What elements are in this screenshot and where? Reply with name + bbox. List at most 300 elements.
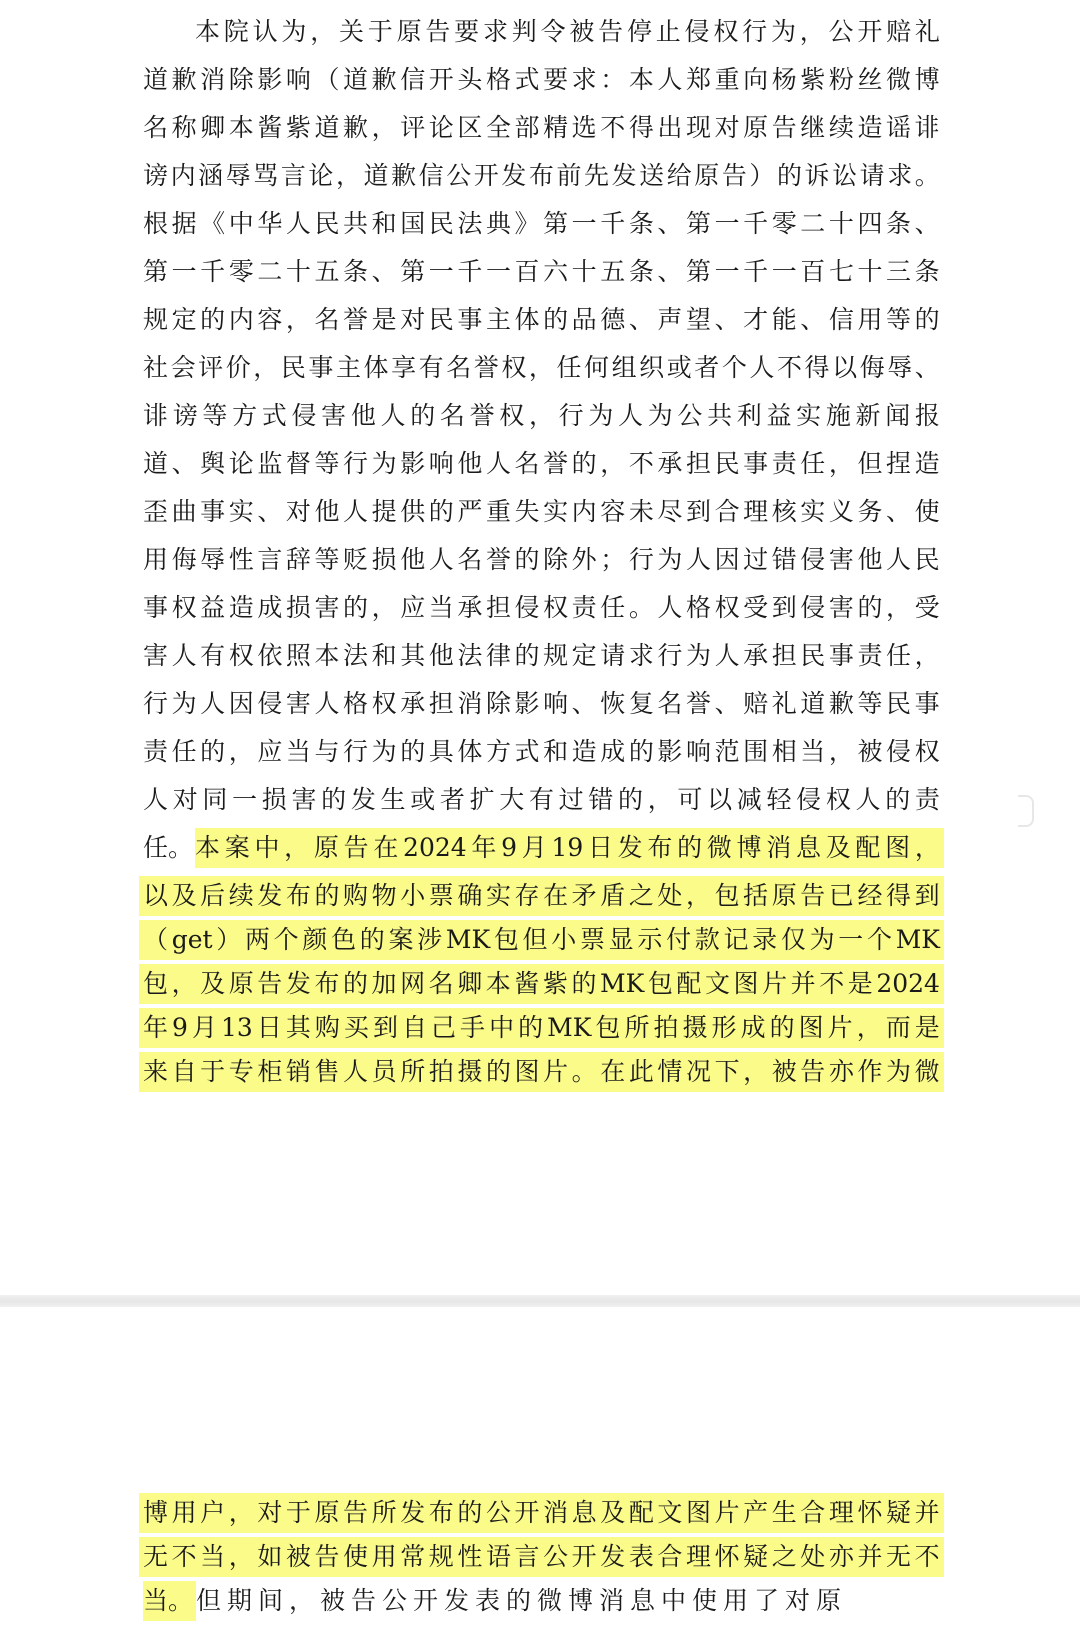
glyph: 发 xyxy=(611,161,637,190)
glyph: 原 xyxy=(314,1498,340,1527)
glyph: 酱 xyxy=(514,969,540,998)
glyph: 表 xyxy=(628,1542,654,1571)
glyph: 人 xyxy=(171,641,197,670)
glyph: 原 xyxy=(313,833,339,862)
glyph: 承 xyxy=(457,593,483,622)
glyph: 原 xyxy=(228,969,254,998)
glyph: 辱 xyxy=(225,161,251,190)
glyph: 依 xyxy=(257,641,283,670)
glyph: 担 xyxy=(771,641,797,670)
glyph: 柜 xyxy=(257,1057,283,1086)
glyph: 容 xyxy=(257,305,283,334)
glyph: 款 xyxy=(694,925,720,954)
glyph: 粉 xyxy=(828,65,854,94)
glyph: 格 xyxy=(485,65,511,94)
glyph: 要 xyxy=(543,65,569,94)
glyph: 五 xyxy=(600,257,626,286)
glyph: 理 xyxy=(685,1542,711,1571)
glyph: 辞 xyxy=(285,545,311,574)
glyph: 、 xyxy=(914,209,940,238)
glyph: 应 xyxy=(400,593,426,622)
glyph: 责 xyxy=(857,641,883,670)
glyph: 博 xyxy=(143,1498,169,1527)
glyph: 督 xyxy=(285,449,311,478)
glyph: 成 xyxy=(600,737,626,766)
glyph: 格 xyxy=(685,593,711,622)
glyph: 一 xyxy=(428,257,454,286)
glyph: 物 xyxy=(371,881,397,910)
glyph: 三 xyxy=(886,257,912,286)
glyph: 望 xyxy=(685,305,711,334)
glyph: 发 xyxy=(285,969,311,998)
glyph: 四 xyxy=(857,209,883,238)
glyph: 和 xyxy=(543,737,569,766)
glyph: 声 xyxy=(657,305,683,334)
glyph: 关 xyxy=(338,17,364,46)
glyph: 发 xyxy=(501,161,527,190)
glyph: 承 xyxy=(400,689,426,718)
glyph: 》 xyxy=(514,209,540,238)
glyph: 图 xyxy=(885,833,911,862)
glyph: 名 xyxy=(143,113,169,142)
glyph: 小 xyxy=(551,925,577,954)
glyph: 涵 xyxy=(198,161,224,190)
glyph: 担 xyxy=(685,449,711,478)
glyph: 。 xyxy=(914,161,940,190)
glyph: 任 xyxy=(600,593,626,622)
glyph: 请 xyxy=(859,161,885,190)
glyph: ， xyxy=(371,113,397,142)
glyph: 律 xyxy=(485,641,511,670)
glyph: 博 xyxy=(736,833,762,862)
glyph: 等 xyxy=(202,401,228,430)
glyph: 判 xyxy=(511,17,537,46)
glyph: 责 xyxy=(771,449,797,478)
glyph: 第 xyxy=(400,257,426,286)
glyph: 并 xyxy=(914,1498,940,1527)
glyph: 怀 xyxy=(857,1498,883,1527)
glyph: 小 xyxy=(400,881,426,910)
glyph: 成 xyxy=(257,593,283,622)
glyph: 人 xyxy=(428,545,454,574)
glyph: 害 xyxy=(291,785,317,814)
glyph: 为 xyxy=(809,925,835,954)
glyph: 条 xyxy=(914,257,940,286)
paragraph-line xyxy=(143,248,940,296)
glyph: 德 xyxy=(600,305,626,334)
glyph: 告 xyxy=(343,833,369,862)
glyph: 己 xyxy=(431,1013,457,1042)
glyph: 权 xyxy=(543,593,569,622)
glyph: 百 xyxy=(800,257,826,286)
glyph: 因 xyxy=(228,689,254,718)
glyph: 诽 xyxy=(914,113,940,142)
glyph: 人 xyxy=(380,401,406,430)
glyph: 于 xyxy=(200,1057,226,1086)
glyph: 对 xyxy=(285,497,311,526)
glyph: 规 xyxy=(143,305,169,334)
glyph: 语 xyxy=(485,1542,511,1571)
glyph: 票 xyxy=(579,925,605,954)
glyph: 等 xyxy=(314,545,340,574)
glyph: 除 xyxy=(485,689,511,718)
glyph: 的 xyxy=(677,833,703,862)
glyph: 影 xyxy=(657,737,683,766)
glyph: 十 xyxy=(828,209,854,238)
glyph: 日 xyxy=(587,833,613,862)
glyph: 民 xyxy=(914,545,940,574)
glyph: 拍 xyxy=(428,1057,454,1086)
glyph: 人 xyxy=(886,545,912,574)
glyph: 造 xyxy=(571,737,597,766)
glyph: 重 xyxy=(714,65,740,94)
glyph: 千 xyxy=(600,209,626,238)
glyph: 告 xyxy=(800,881,826,910)
glyph: MK xyxy=(547,1013,592,1042)
glyph: 内 xyxy=(170,161,196,190)
glyph: 案 xyxy=(388,925,414,954)
glyph: 年 xyxy=(143,1013,169,1042)
glyph: 根 xyxy=(143,209,169,238)
glyph: 以 xyxy=(832,353,858,382)
glyph: 二 xyxy=(257,257,283,286)
glyph: 片 xyxy=(762,969,788,998)
glyph: 或 xyxy=(666,353,692,382)
glyph: 的 xyxy=(543,305,569,334)
glyph: 一 xyxy=(771,257,797,286)
glyph: 人 xyxy=(485,449,511,478)
glyph: 言 xyxy=(280,161,306,190)
glyph: 行 xyxy=(742,17,768,46)
glyph: 责 xyxy=(914,785,940,814)
glyph: 誉 xyxy=(473,353,499,382)
glyph: 等 xyxy=(314,449,340,478)
glyph: 条 xyxy=(886,209,912,238)
glyph: 讼 xyxy=(832,161,858,190)
glyph: 恢 xyxy=(600,689,626,718)
glyph: 包 xyxy=(493,925,519,954)
glyph: 可 xyxy=(677,785,703,814)
glyph: ， xyxy=(743,1057,769,1086)
glyph: 到 xyxy=(914,881,940,910)
glyph: 响 xyxy=(285,65,311,94)
page-separator xyxy=(0,1295,1080,1307)
glyph: 六 xyxy=(543,257,569,286)
glyph: 告 xyxy=(425,17,451,46)
glyph: 一 xyxy=(838,925,864,954)
glyph: 担 xyxy=(485,593,511,622)
glyph: 同 xyxy=(202,785,228,814)
glyph: 生 xyxy=(771,1498,797,1527)
glyph: 相 xyxy=(771,737,797,766)
glyph: 条 xyxy=(628,209,654,238)
glyph: 的 xyxy=(571,969,597,998)
glyph: 片 xyxy=(714,1498,740,1527)
glyph: 义 xyxy=(828,497,854,526)
glyph: MK xyxy=(600,969,645,998)
glyph: ， xyxy=(856,1013,882,1042)
glyph: （ xyxy=(143,925,169,954)
glyph: 实 xyxy=(485,881,511,910)
glyph: 人 xyxy=(343,1057,369,1086)
glyph: 失 xyxy=(514,497,540,526)
glyph: 他 xyxy=(428,641,454,670)
glyph: 一 xyxy=(571,209,597,238)
glyph: 任 xyxy=(800,449,826,478)
glyph: 方 xyxy=(232,401,258,430)
glyph: 名 xyxy=(314,305,340,334)
glyph: 前 xyxy=(556,161,582,190)
glyph: ， xyxy=(285,305,311,334)
glyph: 承 xyxy=(657,449,683,478)
glyph: 丝 xyxy=(857,65,883,94)
glyph: 内 xyxy=(228,305,254,334)
paragraph-line xyxy=(143,632,940,680)
glyph: 请 xyxy=(600,641,626,670)
glyph: ， xyxy=(310,17,336,46)
glyph: 价 xyxy=(225,353,251,382)
glyph: 的 xyxy=(857,593,883,622)
glyph: 购 xyxy=(314,1013,340,1042)
glyph: 承 xyxy=(743,641,769,670)
glyph: 当 xyxy=(800,737,826,766)
glyph: 不 xyxy=(628,449,654,478)
glyph: 侵 xyxy=(514,593,540,622)
paragraph-line xyxy=(143,104,940,152)
glyph: 为 xyxy=(770,17,796,46)
glyph: 案 xyxy=(224,833,250,862)
glyph: 13 xyxy=(220,1013,253,1042)
glyph: 人 xyxy=(657,65,683,94)
glyph: 全 xyxy=(485,113,511,142)
glyph: 侵 xyxy=(796,785,822,814)
glyph: ： xyxy=(600,65,626,94)
glyph: 卿 xyxy=(457,969,483,998)
glyph: 网 xyxy=(400,969,426,998)
glyph: 无 xyxy=(143,1542,169,1571)
glyph: 得 xyxy=(628,113,654,142)
glyph: 的 xyxy=(571,449,597,478)
glyph: 事 xyxy=(914,689,940,718)
glyph: 、 xyxy=(714,689,740,718)
glyph: 示 xyxy=(637,925,663,954)
glyph: 务 xyxy=(857,497,883,526)
glyph: 典 xyxy=(485,209,511,238)
glyph: 造 xyxy=(228,593,254,622)
glyph: 消 xyxy=(543,1498,569,1527)
glyph: 的 xyxy=(400,737,426,766)
glyph: 、 xyxy=(257,497,283,526)
glyph: 侵 xyxy=(257,689,283,718)
glyph: 行 xyxy=(628,545,654,574)
glyph: 所 xyxy=(371,1498,397,1527)
glyph: 销 xyxy=(285,1057,311,1086)
glyph: 是 xyxy=(371,305,397,334)
glyph: 不 xyxy=(776,353,802,382)
glyph: 本 xyxy=(195,17,221,46)
glyph: 送 xyxy=(639,161,665,190)
glyph: 第 xyxy=(685,209,711,238)
glyph: 五 xyxy=(314,257,340,286)
glyph: 亦 xyxy=(828,1542,854,1571)
glyph: 有 xyxy=(418,353,444,382)
glyph: 他 xyxy=(857,545,883,574)
glyph: 千 xyxy=(200,257,226,286)
glyph: 消 xyxy=(200,65,226,94)
glyph: 体 xyxy=(457,737,483,766)
glyph: 买 xyxy=(343,1013,369,1042)
glyph: 但 xyxy=(857,449,883,478)
glyph: 员 xyxy=(371,1057,397,1086)
paragraph-line xyxy=(143,392,940,440)
glyph: 拍 xyxy=(653,1013,679,1042)
glyph: 在 xyxy=(373,833,399,862)
glyph: 与 xyxy=(314,737,340,766)
glyph: 出 xyxy=(657,113,683,142)
glyph: 的 xyxy=(200,305,226,334)
glyph: ， xyxy=(253,353,279,382)
glyph: 用 xyxy=(171,1498,197,1527)
glyph: 、 xyxy=(571,689,597,718)
glyph: 具 xyxy=(428,737,454,766)
glyph: 国 xyxy=(400,209,426,238)
glyph: 发 xyxy=(400,1498,426,1527)
glyph: 人 xyxy=(285,209,311,238)
glyph: 一 xyxy=(232,785,258,814)
glyph: 合 xyxy=(714,497,740,526)
glyph: 向 xyxy=(743,65,769,94)
glyph: 礼 xyxy=(771,689,797,718)
glyph: 确 xyxy=(457,881,483,910)
glyph: 体 xyxy=(514,305,540,334)
highlighted-paragraph-line xyxy=(139,1008,944,1048)
glyph: 括 xyxy=(743,881,769,910)
glyph: 包 xyxy=(647,969,673,998)
glyph: ） xyxy=(749,161,775,190)
glyph: 评 xyxy=(400,113,426,142)
glyph: 为 xyxy=(281,17,307,46)
glyph: 道 xyxy=(143,449,169,478)
glyph: 行 xyxy=(143,689,169,718)
glyph: 的 xyxy=(410,401,436,430)
glyph: 定 xyxy=(571,641,597,670)
glyph: 的 xyxy=(457,1498,483,1527)
glyph: 已 xyxy=(828,881,854,910)
glyph: 侵 xyxy=(886,737,912,766)
glyph: 布 xyxy=(285,881,311,910)
glyph: 歉 xyxy=(371,65,397,94)
glyph: 舆 xyxy=(200,449,226,478)
glyph: 千 xyxy=(457,257,483,286)
glyph: 息 xyxy=(795,833,821,862)
glyph: 年 xyxy=(471,833,497,862)
glyph: 求 xyxy=(887,161,913,190)
glyph: 人 xyxy=(200,689,226,718)
glyph: 情 xyxy=(657,1057,683,1086)
glyph: 人 xyxy=(618,401,644,430)
glyph: 其 xyxy=(285,1013,311,1042)
glyph: 停 xyxy=(626,17,652,46)
glyph: ， xyxy=(914,641,940,670)
highlighted-paragraph-line xyxy=(139,964,944,1004)
glyph: 或 xyxy=(410,785,436,814)
glyph: 言 xyxy=(514,1542,540,1571)
glyph: 公 xyxy=(677,401,703,430)
glyph: 于 xyxy=(285,1498,311,1527)
glyph: 权 xyxy=(171,593,197,622)
glyph: 的 xyxy=(628,737,654,766)
glyph: 被 xyxy=(857,737,883,766)
glyph: 侮 xyxy=(171,545,197,574)
glyph: 两 xyxy=(244,925,270,954)
glyph: 及 xyxy=(200,969,226,998)
glyph: 侵 xyxy=(800,593,826,622)
glyph: 权 xyxy=(825,785,851,814)
glyph: 诽 xyxy=(143,401,169,430)
glyph: 第 xyxy=(143,257,169,286)
glyph: 信 xyxy=(400,65,426,94)
glyph: 个 xyxy=(721,353,747,382)
glyph: 片 xyxy=(543,1057,569,1086)
glyph: 响 xyxy=(543,689,569,718)
glyph: 定 xyxy=(171,305,197,334)
glyph: 显 xyxy=(608,925,634,954)
glyph: 月 xyxy=(191,1013,217,1042)
glyph: 第 xyxy=(685,257,711,286)
glyph: 紫 xyxy=(285,113,311,142)
glyph: 损 xyxy=(285,593,311,622)
glyph: 颜 xyxy=(302,925,328,954)
glyph: 发 xyxy=(257,881,283,910)
glyph: 核 xyxy=(771,497,797,526)
glyph: 图 xyxy=(514,1057,540,1086)
glyph: 继 xyxy=(800,113,826,142)
glyph: 谤 xyxy=(172,401,198,430)
glyph: 何 xyxy=(584,353,610,382)
glyph: 亦 xyxy=(828,1057,854,1086)
glyph: 郑 xyxy=(685,65,711,94)
glyph: 并 xyxy=(790,969,816,998)
glyph: 常 xyxy=(400,1542,426,1571)
glyph: 消 xyxy=(766,833,792,862)
paragraph-line xyxy=(143,152,940,200)
glyph: 式 xyxy=(514,737,540,766)
glyph: 道 xyxy=(143,65,169,94)
glyph: 告 xyxy=(771,113,797,142)
glyph: 当 xyxy=(200,1542,226,1571)
document-page-2 xyxy=(0,1307,1080,1628)
glyph: ， xyxy=(528,401,554,430)
glyph: 造 xyxy=(857,113,883,142)
glyph: 自 xyxy=(171,1057,197,1086)
glyph: 名 xyxy=(457,545,483,574)
glyph: 二 xyxy=(800,209,826,238)
glyph: MK xyxy=(445,925,491,954)
glyph: 实 xyxy=(543,497,569,526)
glyph: 理 xyxy=(743,497,769,526)
glyph: 怀 xyxy=(714,1542,740,1571)
glyph: 为 xyxy=(371,449,397,478)
paragraph-line xyxy=(143,728,940,776)
glyph: 的 xyxy=(321,785,347,814)
glyph: 原 xyxy=(396,17,422,46)
glyph: 担 xyxy=(428,689,454,718)
glyph: 行 xyxy=(343,737,369,766)
glyph: 侮 xyxy=(859,353,885,382)
glyph: 能 xyxy=(771,305,797,334)
glyph: 贬 xyxy=(343,545,369,574)
glyph: 微 xyxy=(886,65,912,94)
